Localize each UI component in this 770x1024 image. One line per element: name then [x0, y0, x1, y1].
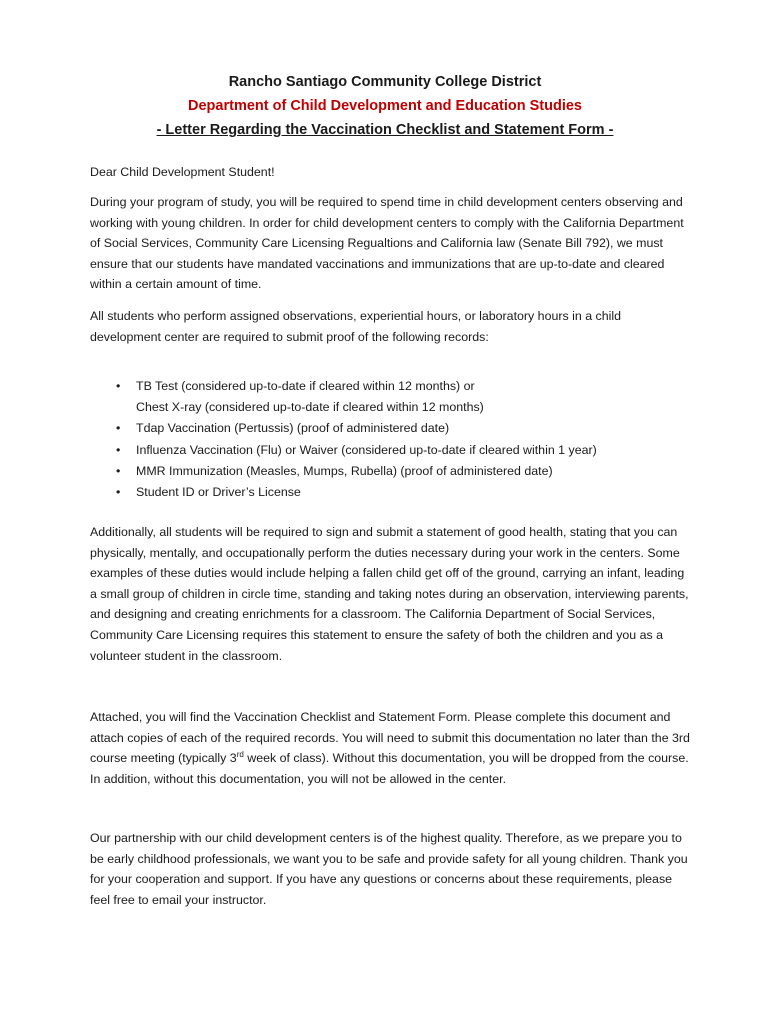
ordinal-suffix: rd [236, 750, 244, 760]
list-item [90, 376, 690, 418]
greeting: Dear Child Development Student! [90, 165, 275, 179]
list-item [90, 418, 690, 439]
letter-subject: - Letter Regarding the Vaccination Checklist and Statement Form - [156, 122, 614, 138]
paragraph-partnership: Our partnership with our child development centers is of the highest quality. Therefore, as we prepare you to be early childhood professionals, we want you to be safe and provide safety for all young children. Thank you for your cooperation and support. If you have any questions or concerns about these requirements, please feel free to email your instructor. [90, 831, 688, 907]
list-item-text: Chest X-ray (considered up-to-date if cleared within 12 months) [136, 400, 484, 415]
paragraph-attached-forms [90, 707, 690, 789]
list-item-text: Tdap Vaccination (Pertussis) (proof of administered date) [136, 421, 450, 436]
department-title: Department of Child Development and Education Studies [188, 98, 582, 114]
list-item-text: Influenza Vaccination (Flu) or Waiver (considered up-to-date if cleared within 1 year) [136, 442, 597, 457]
district-title: Rancho Santiago Community College District [228, 74, 542, 90]
list-item [90, 461, 690, 482]
paragraph-attached-forms-part1: Attached, you will find the Vaccination Checklist and Statement Form. Please complete this document and attach copies of each of the required records. You will need to submit this documentation no later than the 3rd course meeting (typically 3 [90, 710, 690, 766]
list-item [90, 440, 690, 461]
bullet-icon: • [116, 463, 121, 478]
paragraph-required-records-intro: All students who perform assigned observations, experiential hours, or laboratory hours in a child development center are required to submit proof of the following records: [90, 309, 622, 344]
list-item-text: Student ID or Driver’s License [136, 485, 301, 500]
bullet-icon: • [116, 421, 121, 436]
list-item-text: TB Test (considered up-to-date if cleared within 12 months) or [136, 379, 475, 393]
required-records-list [90, 376, 690, 503]
bullet-icon: • [116, 485, 121, 500]
paragraph-statement-of-good-health: Additionally, all students will be required to sign and submit a statement of good health, stating that you can physically, mentally, and occupationally perform the duties necessary during your work in the centers. Some examples of these duties would include helping a fallen child get off of the ground, carrying an infant, leading a small group of children in circle time, standing and taking notes during an observation, interviewing parents, and designing and creating enrichments for a classroom. The California Department of Social Services, Community Care Licensing requires this statement to ensure the safety of both the children and you as a volunteer student in the classroom. [90, 525, 689, 663]
list-item [90, 482, 690, 503]
bullet-icon: • [116, 379, 121, 393]
letter-header [0, 70, 770, 142]
paragraph-attached-forms-part2: week of class). Without this documentation, you will be dropped from the course. In addition, without this documentation, you will not be allowed in the center. [90, 751, 689, 786]
paragraph-program-of-study: During your program of study, you will be required to spend time in child development centers observing and working with young children. In order for child development centers to comply with the California Department of Social Services, Community Care Licensing Regualtions and California law (Senate Bill 792), we must ensure that our students have mandated vaccinations and immunizations that are up-to-date and cleared within a certain amount of time. [90, 195, 684, 292]
bullet-icon: • [116, 442, 121, 457]
list-item-text: MMR Immunization (Measles, Mumps, Rubella) (proof of administered date) [136, 463, 553, 478]
